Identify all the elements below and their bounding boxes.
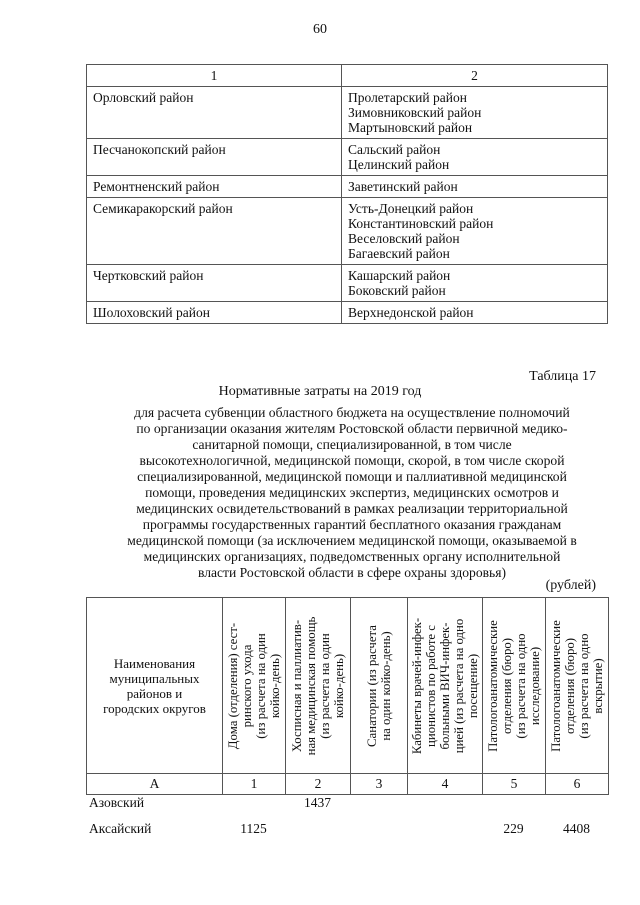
column-header-line: вскрытие) bbox=[591, 657, 605, 714]
value-cell bbox=[407, 821, 482, 847]
value-cell bbox=[350, 821, 407, 847]
district-name: Чертковский район bbox=[87, 265, 342, 302]
assigned-district: Мартыновский район bbox=[348, 120, 473, 135]
description-line: санитарной помощи, специализированной, в том числе bbox=[192, 437, 512, 452]
value-cell bbox=[482, 795, 545, 821]
assigned-district: Сальский район bbox=[348, 142, 441, 157]
value-cell: 4408 bbox=[563, 821, 590, 836]
district-row bbox=[87, 198, 608, 265]
districts-table-header bbox=[87, 65, 608, 87]
assigned-district: Усть-Донецкий район bbox=[348, 201, 474, 216]
description-line: медицинских организациях, подведомственных органу исполнительной bbox=[143, 549, 561, 564]
column-header-line: койко-день) bbox=[332, 653, 346, 718]
assigned-districts bbox=[342, 265, 608, 302]
assigned-district: Заветинский район bbox=[348, 179, 458, 194]
description-line: высокотехнологичной, медицинской помощи, скорой, в том числе скорой bbox=[139, 453, 565, 468]
district-row bbox=[87, 302, 608, 324]
value-cell bbox=[222, 795, 285, 821]
column-number: 1 bbox=[223, 774, 286, 795]
column-header-line: Дома (отделения) сест- bbox=[226, 622, 240, 749]
column-header-2 bbox=[286, 598, 351, 774]
value-cell bbox=[285, 821, 350, 847]
district-row bbox=[87, 265, 608, 302]
value-cell bbox=[407, 795, 482, 821]
description-line: специализированной, медицинской помощи и паллиативной медицинской bbox=[137, 469, 567, 484]
column-header-text bbox=[410, 601, 480, 771]
name-header-line: городских округов bbox=[103, 700, 206, 716]
column-header-5 bbox=[483, 598, 546, 774]
assigned-district: Верхнедонской район bbox=[348, 305, 474, 320]
column-header-3 bbox=[351, 598, 408, 774]
column-header-line: отделения (бюро) bbox=[500, 637, 514, 734]
column-header-line: на один койко-день) bbox=[379, 630, 393, 741]
value-cell: 229 bbox=[503, 821, 524, 836]
column-header-line: Санатории (из расчета bbox=[365, 624, 379, 747]
assigned-district: Зимовниковский район bbox=[348, 105, 482, 120]
assigned-districts bbox=[342, 302, 608, 324]
description-line: власти Ростовской области в сфере охраны здоровья) bbox=[197, 565, 507, 580]
district-name: Ремонтненский район bbox=[87, 176, 342, 198]
column-header-line: отделения (бюро) bbox=[563, 637, 577, 734]
district-row bbox=[87, 87, 608, 139]
description-line: программы государственных гарантий бесплатного оказания гражданам bbox=[142, 517, 562, 532]
column-headers-row bbox=[87, 598, 609, 774]
municipality-name: Аксайский bbox=[89, 821, 152, 836]
column-header-line: Патологоанатомические bbox=[549, 619, 563, 752]
description-line: для расчета субвенции областного бюджета на осуществление полномочий bbox=[134, 405, 570, 420]
column-numbers-row bbox=[87, 774, 609, 795]
column-header-text bbox=[365, 601, 393, 771]
column-header-line: ционистов по работе с bbox=[424, 624, 438, 747]
column-header-line: исследование) bbox=[528, 646, 542, 725]
column-header-1 bbox=[223, 598, 286, 774]
column-header-line: цией (из расчета на одно bbox=[452, 618, 466, 753]
column-header-4 bbox=[408, 598, 483, 774]
column-header-line: койко-день) bbox=[268, 653, 282, 718]
page-number: 60 bbox=[313, 22, 327, 37]
district-row bbox=[87, 176, 608, 198]
table-label: Таблица 17 bbox=[529, 369, 596, 384]
column-header-line: Кабинеты врачей-инфек- bbox=[410, 617, 424, 754]
column-header-text bbox=[549, 601, 605, 771]
column-header-line: (из расчета на одно bbox=[577, 632, 591, 739]
header-cell-1: 1 bbox=[87, 65, 342, 87]
column-header-line: больными ВИЧ-инфек- bbox=[438, 621, 452, 750]
value-cell bbox=[545, 795, 608, 821]
assigned-district: Веселовский район bbox=[348, 231, 460, 246]
unit-label: (рублей) bbox=[545, 578, 596, 593]
column-header-text bbox=[486, 601, 542, 771]
value-cell: 1437 bbox=[304, 795, 331, 810]
table-title: Нормативные затраты на 2019 год bbox=[218, 384, 422, 399]
column-header-line: Патологоанатомические bbox=[486, 619, 500, 752]
norms-table-header bbox=[86, 597, 609, 795]
assigned-districts bbox=[342, 176, 608, 198]
description-line: по организации оказания жителям Ростовской области первичной медико- bbox=[136, 421, 568, 436]
assigned-district: Боковский район bbox=[348, 283, 446, 298]
assigned-district: Пролетарский район bbox=[348, 90, 467, 105]
district-name: Семикаракорский район bbox=[87, 198, 342, 265]
name-header-line: Наименования bbox=[113, 655, 196, 671]
district-name: Орловский район bbox=[87, 87, 342, 139]
column-header-line: ная медицинская помощь bbox=[304, 616, 318, 755]
table-row bbox=[86, 821, 608, 847]
name-column-header bbox=[87, 598, 223, 774]
value-cell: 1125 bbox=[240, 821, 267, 836]
column-header-6 bbox=[546, 598, 609, 774]
name-header-line: районов и bbox=[126, 685, 183, 701]
municipality-name: Азовский bbox=[89, 795, 145, 810]
column-header-line: (из расчета на один bbox=[318, 632, 332, 739]
column-header-line: Хосписная и паллиатив- bbox=[290, 619, 304, 752]
value-cell bbox=[350, 795, 407, 821]
column-number: А bbox=[87, 774, 223, 795]
assigned-district: Багаевский район bbox=[348, 246, 450, 261]
assigned-districts bbox=[342, 87, 608, 139]
column-header-text bbox=[226, 601, 282, 771]
column-number: 6 bbox=[546, 774, 609, 795]
description-line: медицинских освидетельствований в рамках реализации территориальной bbox=[136, 501, 568, 516]
column-header-line: посещение) bbox=[466, 653, 480, 718]
district-row bbox=[87, 139, 608, 176]
column-number: 4 bbox=[408, 774, 483, 795]
column-header-text bbox=[290, 601, 346, 771]
column-number: 5 bbox=[483, 774, 546, 795]
assigned-districts bbox=[342, 198, 608, 265]
assigned-district: Кашарский район bbox=[348, 268, 451, 283]
table-description bbox=[92, 405, 612, 581]
description-line: медицинской помощи (за исключением медицинской помощи, оказываемой в bbox=[127, 533, 577, 548]
column-header-line: (из расчета на одно bbox=[514, 632, 528, 739]
assigned-district: Целинский район bbox=[348, 157, 450, 172]
assigned-district: Константиновский район bbox=[348, 216, 494, 231]
name-header-line: муниципальных bbox=[109, 670, 200, 686]
column-number: 3 bbox=[351, 774, 408, 795]
assigned-districts bbox=[342, 139, 608, 176]
column-header-line: (из расчета на один bbox=[254, 632, 268, 739]
district-name: Песчанокопский район bbox=[87, 139, 342, 176]
column-number: 2 bbox=[286, 774, 351, 795]
district-name: Шолоховский район bbox=[87, 302, 342, 324]
description-line: помощи, проведения медицинских экспертиз, медицинских осмотров и bbox=[145, 485, 559, 500]
districts-table bbox=[86, 64, 608, 324]
column-header-line: ринского ухода bbox=[240, 644, 254, 727]
header-cell-2: 2 bbox=[342, 65, 608, 87]
norms-table-body bbox=[86, 795, 608, 847]
table-row bbox=[86, 795, 608, 821]
